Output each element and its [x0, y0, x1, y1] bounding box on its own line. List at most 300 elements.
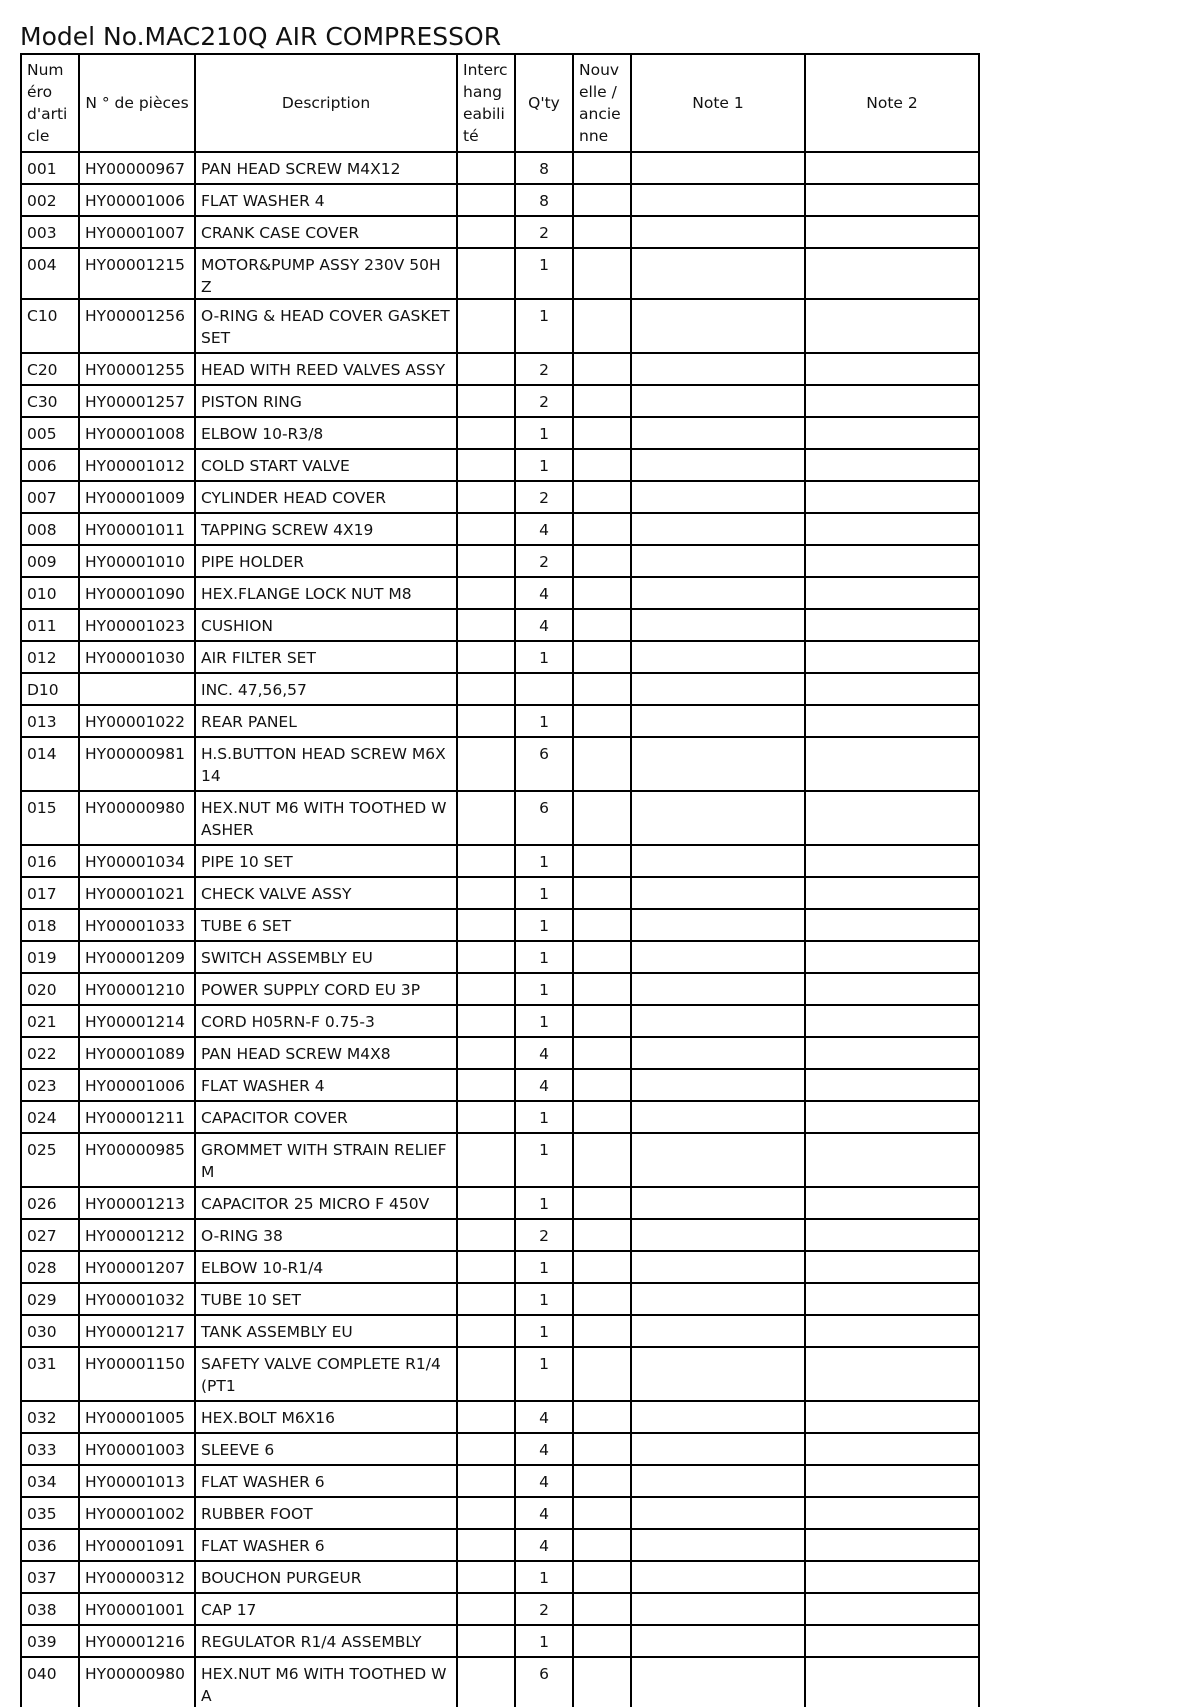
cell-item-number: 026: [21, 1187, 79, 1219]
cell-note-2: [805, 1251, 979, 1283]
cell-quantity: 1: [515, 1561, 573, 1593]
table-row: [21, 1657, 979, 1707]
cell-note-2: [805, 1037, 979, 1069]
cell-note-1: [631, 1561, 805, 1593]
cell-note-1: [631, 513, 805, 545]
table-row: [21, 513, 979, 545]
table-row: [21, 1593, 979, 1625]
cell-note-2: [805, 1465, 979, 1497]
cell-new-old: [573, 737, 631, 791]
cell-part-number: HY00001211: [79, 1101, 195, 1133]
cell-quantity: 1: [515, 1315, 573, 1347]
cell-quantity: 4: [515, 1529, 573, 1561]
cell-interchangeability: [457, 973, 515, 1005]
table-row: [21, 1251, 979, 1283]
cell-note-2: [805, 248, 979, 299]
cell-note-1: [631, 1283, 805, 1315]
table-header-row: [21, 54, 979, 152]
cell-interchangeability: [457, 1283, 515, 1315]
table-row: [21, 1101, 979, 1133]
cell-new-old: [573, 791, 631, 845]
cell-description: HEX.FLANGE LOCK NUT M8: [195, 577, 457, 609]
cell-description: PISTON RING: [195, 385, 457, 417]
cell-description: CRANK CASE COVER: [195, 216, 457, 248]
cell-interchangeability: [457, 1593, 515, 1625]
cell-new-old: [573, 641, 631, 673]
cell-new-old: [573, 1433, 631, 1465]
cell-note-1: [631, 609, 805, 641]
cell-note-1: [631, 1315, 805, 1347]
cell-description: HEX.NUT M6 WITH TOOTHED WA: [195, 1657, 457, 1707]
table-row: [21, 973, 979, 1005]
table-row: [21, 1529, 979, 1561]
cell-new-old: [573, 385, 631, 417]
cell-description: REGULATOR R1/4 ASSEMBLY: [195, 1625, 457, 1657]
cell-new-old: [573, 545, 631, 577]
cell-part-number: HY00001030: [79, 641, 195, 673]
cell-item-number: 008: [21, 513, 79, 545]
cell-quantity: 4: [515, 513, 573, 545]
cell-note-1: [631, 1037, 805, 1069]
cell-quantity: 1: [515, 941, 573, 973]
cell-note-2: [805, 941, 979, 973]
header-new-old: Nouvelle / ancienne: [573, 54, 631, 152]
table-row: [21, 1625, 979, 1657]
table-row: [21, 299, 979, 353]
cell-item-number: 027: [21, 1219, 79, 1251]
cell-item-number: D10: [21, 673, 79, 705]
cell-item-number: 018: [21, 909, 79, 941]
header-part-number: N ° de pièces: [79, 54, 195, 152]
cell-interchangeability: [457, 609, 515, 641]
cell-description: CAPACITOR 25 MICRO F 450V: [195, 1187, 457, 1219]
cell-note-1: [631, 1529, 805, 1561]
cell-part-number: HY00000980: [79, 791, 195, 845]
cell-description: CYLINDER HEAD COVER: [195, 481, 457, 513]
cell-note-2: [805, 845, 979, 877]
header-quantity: Q'ty: [515, 54, 573, 152]
cell-description: HEX.BOLT M6X16: [195, 1401, 457, 1433]
cell-description: CORD H05RN-F 0.75-3: [195, 1005, 457, 1037]
table-row: [21, 609, 979, 641]
cell-new-old: [573, 1497, 631, 1529]
cell-note-1: [631, 1101, 805, 1133]
cell-interchangeability: [457, 1561, 515, 1593]
cell-quantity: 1: [515, 1283, 573, 1315]
cell-interchangeability: [457, 152, 515, 184]
cell-new-old: [573, 1219, 631, 1251]
cell-quantity: 1: [515, 1187, 573, 1219]
cell-part-number: HY00001009: [79, 481, 195, 513]
parts-table: [20, 53, 980, 1707]
cell-quantity: 6: [515, 737, 573, 791]
cell-note-1: [631, 641, 805, 673]
cell-quantity: 1: [515, 1347, 573, 1401]
cell-new-old: [573, 941, 631, 973]
cell-new-old: [573, 909, 631, 941]
cell-interchangeability: [457, 1069, 515, 1101]
cell-description: PAN HEAD SCREW M4X12: [195, 152, 457, 184]
cell-note-2: [805, 1187, 979, 1219]
cell-new-old: [573, 1529, 631, 1561]
cell-description: CAPACITOR COVER: [195, 1101, 457, 1133]
cell-interchangeability: [457, 1251, 515, 1283]
cell-description: AIR FILTER SET: [195, 641, 457, 673]
cell-quantity: 1: [515, 641, 573, 673]
cell-note-2: [805, 385, 979, 417]
table-row: [21, 385, 979, 417]
cell-note-1: [631, 737, 805, 791]
cell-quantity: 8: [515, 152, 573, 184]
cell-note-1: [631, 1401, 805, 1433]
cell-note-1: [631, 1219, 805, 1251]
cell-part-number: HY00001012: [79, 449, 195, 481]
cell-description: RUBBER FOOT: [195, 1497, 457, 1529]
cell-note-1: [631, 1069, 805, 1101]
cell-quantity: 4: [515, 1433, 573, 1465]
cell-interchangeability: [457, 673, 515, 705]
cell-quantity: 1: [515, 417, 573, 449]
cell-quantity: 1: [515, 909, 573, 941]
table-row: [21, 673, 979, 705]
cell-quantity: 1: [515, 1625, 573, 1657]
cell-new-old: [573, 1187, 631, 1219]
cell-new-old: [573, 609, 631, 641]
cell-interchangeability: [457, 417, 515, 449]
cell-note-2: [805, 1101, 979, 1133]
cell-item-number: 039: [21, 1625, 79, 1657]
cell-part-number: HY00001011: [79, 513, 195, 545]
cell-interchangeability: [457, 449, 515, 481]
cell-quantity: 2: [515, 353, 573, 385]
cell-note-2: [805, 1347, 979, 1401]
cell-item-number: C30: [21, 385, 79, 417]
cell-item-number: 024: [21, 1101, 79, 1133]
cell-item-number: 035: [21, 1497, 79, 1529]
cell-interchangeability: [457, 791, 515, 845]
cell-quantity: 2: [515, 1593, 573, 1625]
cell-note-1: [631, 545, 805, 577]
cell-new-old: [573, 1561, 631, 1593]
cell-note-2: [805, 705, 979, 737]
cell-note-1: [631, 877, 805, 909]
table-row: [21, 248, 979, 299]
cell-description: COLD START VALVE: [195, 449, 457, 481]
cell-note-1: [631, 941, 805, 973]
table-row: [21, 845, 979, 877]
cell-description: ELBOW 10-R3/8: [195, 417, 457, 449]
table-row: [21, 184, 979, 216]
cell-quantity: 1: [515, 449, 573, 481]
cell-interchangeability: [457, 1497, 515, 1529]
cell-new-old: [573, 1283, 631, 1315]
cell-interchangeability: [457, 577, 515, 609]
header-interchangeability: Interchangeabilité: [457, 54, 515, 152]
cell-note-2: [805, 673, 979, 705]
cell-note-2: [805, 1133, 979, 1187]
cell-new-old: [573, 1657, 631, 1707]
cell-note-2: [805, 1433, 979, 1465]
cell-note-1: [631, 1187, 805, 1219]
cell-interchangeability: [457, 216, 515, 248]
table-row: [21, 737, 979, 791]
table-row: [21, 152, 979, 184]
cell-quantity: 2: [515, 545, 573, 577]
cell-note-2: [805, 791, 979, 845]
cell-note-2: [805, 1529, 979, 1561]
cell-item-number: 023: [21, 1069, 79, 1101]
cell-note-2: [805, 1497, 979, 1529]
cell-quantity: 1: [515, 705, 573, 737]
cell-interchangeability: [457, 1133, 515, 1187]
cell-part-number: [79, 673, 195, 705]
cell-note-2: [805, 545, 979, 577]
cell-description: TAPPING SCREW 4X19: [195, 513, 457, 545]
cell-part-number: HY00001003: [79, 1433, 195, 1465]
cell-note-1: [631, 1497, 805, 1529]
cell-part-number: HY00001216: [79, 1625, 195, 1657]
cell-part-number: HY00001255: [79, 353, 195, 385]
cell-description: O-RING & HEAD COVER GASKET SET: [195, 299, 457, 353]
cell-new-old: [573, 184, 631, 216]
cell-item-number: 001: [21, 152, 79, 184]
cell-note-2: [805, 909, 979, 941]
cell-quantity: 4: [515, 1037, 573, 1069]
page-title: Model No.MAC210Q AIR COMPRESSOR: [20, 22, 502, 51]
cell-part-number: HY00001033: [79, 909, 195, 941]
cell-description: O-RING 38: [195, 1219, 457, 1251]
cell-quantity: 1: [515, 248, 573, 299]
cell-description: FLAT WASHER 6: [195, 1529, 457, 1561]
cell-part-number: HY00001006: [79, 184, 195, 216]
cell-new-old: [573, 1625, 631, 1657]
cell-quantity: 4: [515, 577, 573, 609]
cell-quantity: 1: [515, 299, 573, 353]
cell-quantity: 1: [515, 973, 573, 1005]
table-row: [21, 1561, 979, 1593]
table-row: [21, 641, 979, 673]
cell-note-1: [631, 449, 805, 481]
cell-item-number: C20: [21, 353, 79, 385]
cell-note-2: [805, 1005, 979, 1037]
cell-new-old: [573, 673, 631, 705]
cell-item-number: 025: [21, 1133, 79, 1187]
cell-item-number: C10: [21, 299, 79, 353]
cell-quantity: 2: [515, 216, 573, 248]
cell-part-number: HY00001207: [79, 1251, 195, 1283]
cell-item-number: 031: [21, 1347, 79, 1401]
cell-note-2: [805, 1625, 979, 1657]
cell-part-number: HY00001209: [79, 941, 195, 973]
cell-item-number: 005: [21, 417, 79, 449]
cell-quantity: 1: [515, 1133, 573, 1187]
cell-item-number: 037: [21, 1561, 79, 1593]
cell-quantity: 4: [515, 1497, 573, 1529]
cell-interchangeability: [457, 941, 515, 973]
cell-item-number: 004: [21, 248, 79, 299]
cell-part-number: HY00000981: [79, 737, 195, 791]
cell-description: MOTOR&PUMP ASSY 230V 50HZ: [195, 248, 457, 299]
cell-note-1: [631, 248, 805, 299]
cell-note-1: [631, 845, 805, 877]
cell-item-number: 017: [21, 877, 79, 909]
header-description: Description: [195, 54, 457, 152]
table-row: [21, 1283, 979, 1315]
cell-part-number: HY00001150: [79, 1347, 195, 1401]
cell-item-number: 010: [21, 577, 79, 609]
cell-part-number: HY00001090: [79, 577, 195, 609]
cell-item-number: 020: [21, 973, 79, 1005]
cell-part-number: HY00001210: [79, 973, 195, 1005]
cell-part-number: HY00001013: [79, 1465, 195, 1497]
cell-item-number: 003: [21, 216, 79, 248]
cell-interchangeability: [457, 184, 515, 216]
cell-part-number: HY00000967: [79, 152, 195, 184]
cell-interchangeability: [457, 248, 515, 299]
cell-new-old: [573, 1593, 631, 1625]
cell-new-old: [573, 1101, 631, 1133]
table-row: [21, 353, 979, 385]
table-body: [21, 152, 979, 1707]
cell-note-1: [631, 152, 805, 184]
cell-quantity: [515, 673, 573, 705]
cell-item-number: 012: [21, 641, 79, 673]
cell-interchangeability: [457, 299, 515, 353]
cell-interchangeability: [457, 1657, 515, 1707]
cell-note-2: [805, 216, 979, 248]
cell-item-number: 033: [21, 1433, 79, 1465]
cell-note-1: [631, 299, 805, 353]
cell-new-old: [573, 216, 631, 248]
cell-item-number: 011: [21, 609, 79, 641]
cell-note-1: [631, 1593, 805, 1625]
cell-description: POWER SUPPLY CORD EU 3P: [195, 973, 457, 1005]
cell-new-old: [573, 1037, 631, 1069]
cell-quantity: 2: [515, 1219, 573, 1251]
cell-interchangeability: [457, 481, 515, 513]
cell-note-2: [805, 1657, 979, 1707]
cell-item-number: 030: [21, 1315, 79, 1347]
cell-note-2: [805, 1593, 979, 1625]
cell-note-1: [631, 184, 805, 216]
cell-interchangeability: [457, 1433, 515, 1465]
cell-new-old: [573, 248, 631, 299]
table-row: [21, 877, 979, 909]
cell-description: CHECK VALVE ASSY: [195, 877, 457, 909]
cell-note-2: [805, 1219, 979, 1251]
cell-interchangeability: [457, 385, 515, 417]
cell-item-number: 016: [21, 845, 79, 877]
cell-description: BOUCHON PURGEUR: [195, 1561, 457, 1593]
cell-note-2: [805, 481, 979, 513]
table-row: [21, 791, 979, 845]
cell-item-number: 040: [21, 1657, 79, 1707]
cell-interchangeability: [457, 737, 515, 791]
cell-item-number: 032: [21, 1401, 79, 1433]
table-row: [21, 1187, 979, 1219]
cell-part-number: HY00001006: [79, 1069, 195, 1101]
cell-description: PAN HEAD SCREW M4X8: [195, 1037, 457, 1069]
cell-description: HEAD WITH REED VALVES ASSY: [195, 353, 457, 385]
cell-quantity: 1: [515, 1251, 573, 1283]
cell-interchangeability: [457, 1315, 515, 1347]
cell-interchangeability: [457, 1005, 515, 1037]
cell-interchangeability: [457, 641, 515, 673]
cell-note-2: [805, 877, 979, 909]
table-row: [21, 1497, 979, 1529]
cell-note-2: [805, 737, 979, 791]
cell-part-number: HY00001008: [79, 417, 195, 449]
cell-new-old: [573, 353, 631, 385]
cell-new-old: [573, 1251, 631, 1283]
cell-interchangeability: [457, 1187, 515, 1219]
cell-part-number: HY00000985: [79, 1133, 195, 1187]
cell-new-old: [573, 1465, 631, 1497]
cell-interchangeability: [457, 1347, 515, 1401]
cell-interchangeability: [457, 1465, 515, 1497]
cell-item-number: 021: [21, 1005, 79, 1037]
cell-item-number: 002: [21, 184, 79, 216]
table-row: [21, 1465, 979, 1497]
cell-new-old: [573, 577, 631, 609]
cell-note-2: [805, 577, 979, 609]
cell-description: FLAT WASHER 4: [195, 184, 457, 216]
cell-note-2: [805, 1283, 979, 1315]
cell-new-old: [573, 1069, 631, 1101]
cell-description: TANK ASSEMBLY EU: [195, 1315, 457, 1347]
cell-part-number: HY00001002: [79, 1497, 195, 1529]
table-row: [21, 1069, 979, 1101]
cell-part-number: HY00001257: [79, 385, 195, 417]
cell-note-2: [805, 641, 979, 673]
cell-quantity: 2: [515, 385, 573, 417]
cell-note-1: [631, 1657, 805, 1707]
header-note-2: Note 2: [805, 54, 979, 152]
cell-part-number: HY00001001: [79, 1593, 195, 1625]
cell-note-2: [805, 1315, 979, 1347]
cell-part-number: HY00001034: [79, 845, 195, 877]
cell-part-number: HY00001022: [79, 705, 195, 737]
cell-note-2: [805, 152, 979, 184]
cell-item-number: 019: [21, 941, 79, 973]
table-row: [21, 216, 979, 248]
cell-part-number: HY00000312: [79, 1561, 195, 1593]
cell-interchangeability: [457, 353, 515, 385]
cell-description: REAR PANEL: [195, 705, 457, 737]
cell-new-old: [573, 513, 631, 545]
cell-note-2: [805, 973, 979, 1005]
cell-part-number: HY00001007: [79, 216, 195, 248]
cell-new-old: [573, 1005, 631, 1037]
cell-new-old: [573, 973, 631, 1005]
cell-interchangeability: [457, 1401, 515, 1433]
cell-note-2: [805, 609, 979, 641]
cell-item-number: 022: [21, 1037, 79, 1069]
cell-note-2: [805, 1561, 979, 1593]
cell-note-1: [631, 481, 805, 513]
cell-part-number: HY00001023: [79, 609, 195, 641]
cell-note-1: [631, 216, 805, 248]
cell-new-old: [573, 449, 631, 481]
table-row: [21, 1005, 979, 1037]
cell-description: PIPE HOLDER: [195, 545, 457, 577]
cell-part-number: HY00001010: [79, 545, 195, 577]
cell-new-old: [573, 877, 631, 909]
cell-note-1: [631, 909, 805, 941]
cell-note-1: [631, 1433, 805, 1465]
cell-item-number: 013: [21, 705, 79, 737]
cell-new-old: [573, 1133, 631, 1187]
